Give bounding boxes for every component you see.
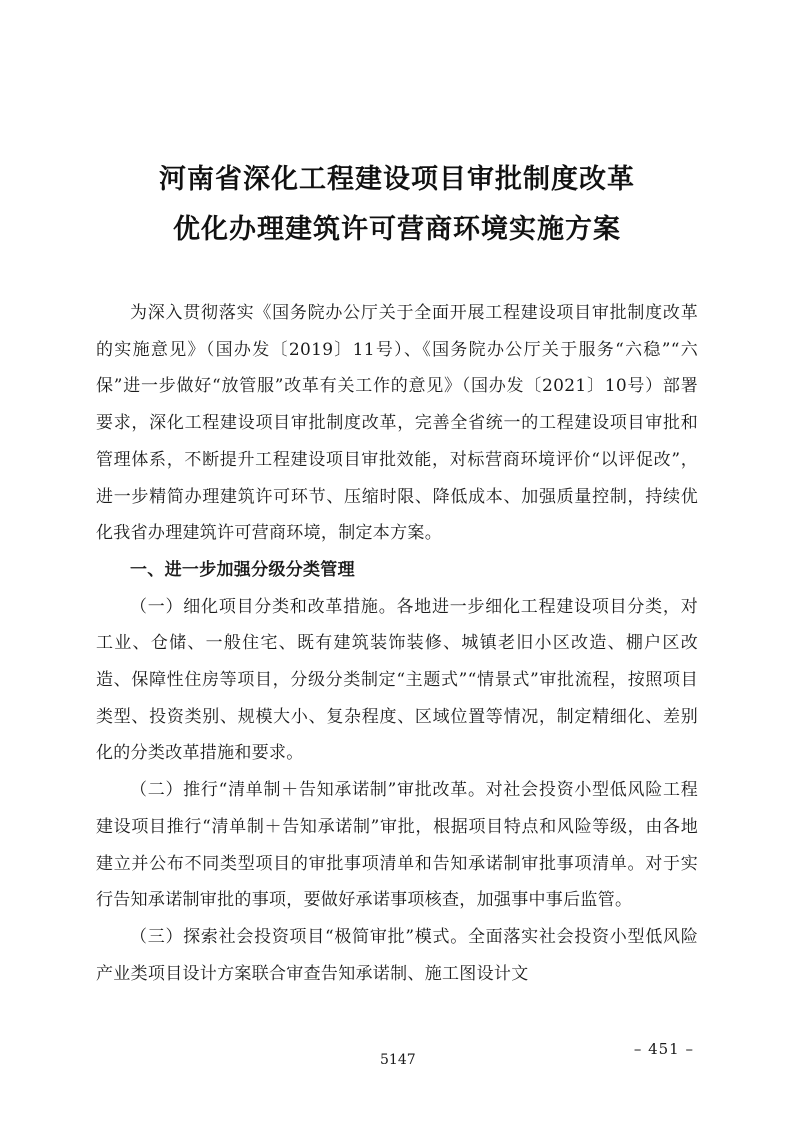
section-heading: 一、进一步加强分级分类管理 (130, 559, 355, 580)
intro-paragraph: 为深入贯彻落实《国务院办公厅关于全面开展工程建设项目审批制度改革的实施意见》（国办发〔2019〕11号）、《国务院办公厅关于服务“六稳”“六保”进一步做好“放管服”改革有关工作的意见》（国办发〔2021〕10号）部署要求，深化工程建设项目审批制度改革，完善全省统一的工程建设项目审批和管理体系，不断提升工程建设项目审批效能，对标营商环境评价“以评促改”，进一步精简办理建筑许可环节、压缩时限、降低成本、加强质量控制，持续优化我省办理建筑许可营商环境，制定本方案。 (96, 303, 698, 544)
page-number: – 451 – (633, 1040, 694, 1058)
document-body (96, 295, 698, 992)
document-title-line2: 优化办理建筑许可营商环境实施方案 (173, 214, 621, 245)
item-paragraph: （三）探索社会投资项目“极简审批”模式。全面落实社会投资小型低风险产业类项目设计方案联合审查告知承诺制、施工图设计文 (96, 926, 698, 984)
item-paragraph: （一）细化项目分类和改革措施。各地进一步细化工程建设项目分类，对工业、仓储、一般住宅、既有建筑装饰装修、城镇老旧小区改造、棚户区改造、保障性住房等项目，分级分类制定“主题式”“情景式”审批流程，按照项目类型、投资类别、规模大小、复杂程度、区域位置等情况，制定精细化、差别化的分类改革措施和要求。 (96, 596, 698, 764)
item-paragraph: （二）推行“清单制＋告知承诺制”审批改革。对社会投资小型低风险工程建设项目推行“清单制＋告知承诺制”审批，根据项目特点和风险等级，由各地建立并公布不同类型项目的审批事项清单和告知承诺制审批事项清单。对于实行告知承诺制审批的事项，要做好承诺事项核查，加强事中事后监管。 (96, 780, 698, 911)
document-code: 5147 (380, 1052, 416, 1068)
document-title-line1: 河南省深化工程建设项目审批制度改革 (159, 164, 635, 195)
